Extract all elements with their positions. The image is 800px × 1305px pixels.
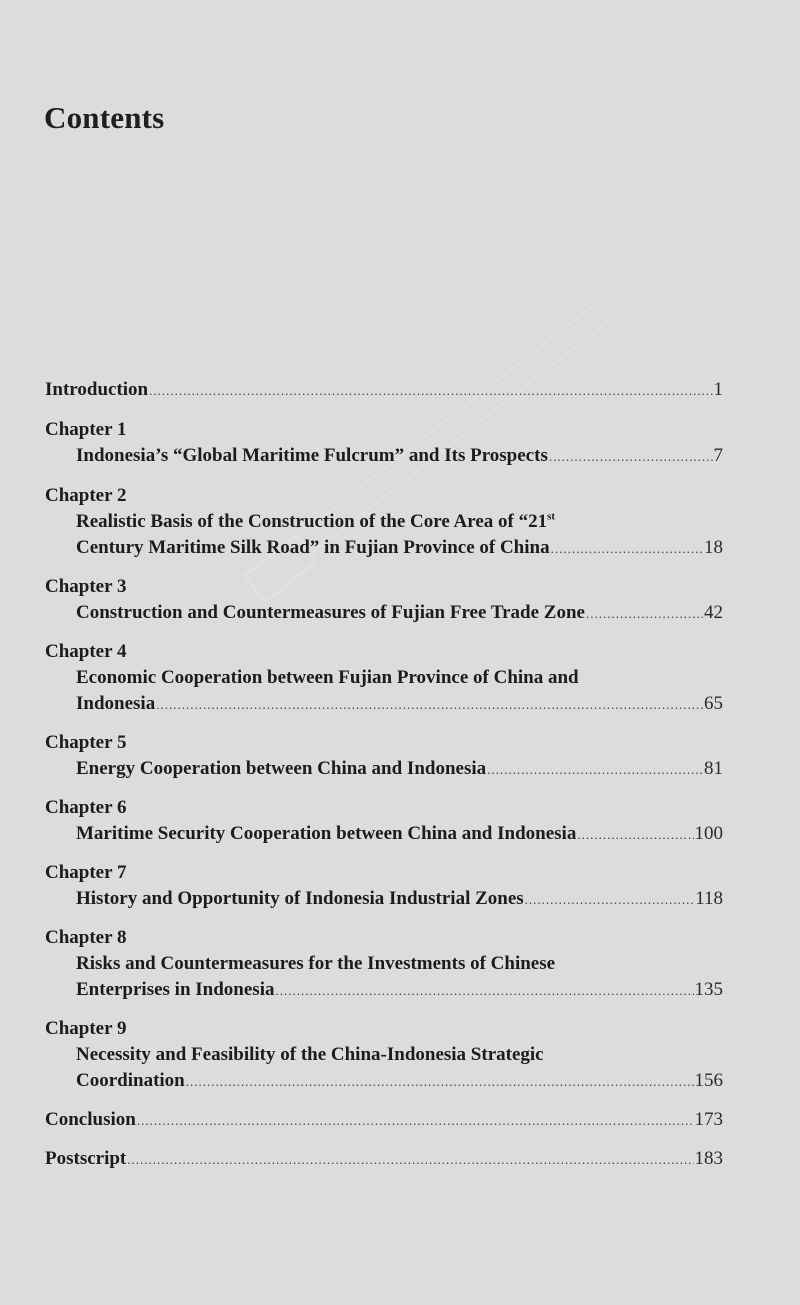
chapter-title-line-2: Indonesia bbox=[76, 693, 156, 714]
dot-leader bbox=[149, 378, 712, 404]
dot-leader bbox=[127, 1147, 693, 1173]
chapter-title-line: Construction and Countermeasures of Fujian Free Trade Zone bbox=[76, 602, 585, 623]
chapter-label: Chapter 4 bbox=[45, 641, 127, 662]
toc-entry-chapter-1[interactable] bbox=[45, 417, 723, 469]
page-number: 183 bbox=[694, 1148, 723, 1169]
page-number: 42 bbox=[704, 602, 723, 623]
toc-entry-title: Postscript bbox=[45, 1148, 127, 1169]
dot-leader bbox=[586, 601, 703, 627]
chapter-title-line: History and Opportunity of Indonesia Industrial Zones bbox=[76, 888, 524, 909]
dot-leader bbox=[525, 887, 695, 913]
chapter-title-line: Indonesia’s “Global Maritime Fulcrum” and Its Prospects bbox=[76, 445, 548, 466]
toc-entry-postscript[interactable] bbox=[45, 1146, 723, 1172]
page-number: 135 bbox=[694, 979, 723, 1000]
chapter-title-line-1: Necessity and Feasibility of the China-Indonesia Strategic bbox=[76, 1044, 544, 1065]
chapter-label: Chapter 5 bbox=[45, 732, 127, 753]
dot-leader bbox=[137, 1108, 694, 1134]
page-number: 7 bbox=[713, 445, 723, 466]
page-number: 81 bbox=[704, 758, 723, 779]
superscript: st bbox=[547, 510, 556, 523]
chapter-title-line: Maritime Security Cooperation between China and Indonesia bbox=[76, 823, 577, 844]
toc-entry-chapter-2[interactable] bbox=[45, 483, 723, 561]
toc-entry-introduction[interactable] bbox=[45, 377, 723, 403]
dot-leader bbox=[156, 692, 703, 718]
chapter-title-line-2: Century Maritime Silk Road” in Fujian Province of China bbox=[76, 537, 550, 558]
toc-entry-title: Introduction bbox=[45, 379, 149, 400]
chapter-title-line-1 bbox=[76, 509, 555, 535]
chapter-title-text: Realistic Basis of the Construction of the Core Area of “21 bbox=[76, 511, 548, 532]
toc-entry-chapter-9[interactable] bbox=[45, 1016, 723, 1094]
chapter-title-line-2: Enterprises in Indonesia bbox=[76, 979, 275, 1000]
chapter-label: Chapter 9 bbox=[45, 1018, 127, 1039]
page-number: 100 bbox=[694, 823, 723, 844]
chapter-title-line-2: Coordination bbox=[76, 1070, 185, 1091]
toc-entry-chapter-5[interactable] bbox=[45, 730, 723, 782]
contents-heading: Contents bbox=[44, 100, 165, 135]
dot-leader bbox=[549, 444, 713, 470]
toc-entry-chapter-3[interactable] bbox=[45, 574, 723, 626]
dot-leader bbox=[577, 822, 693, 848]
dot-leader bbox=[551, 536, 703, 562]
dot-leader bbox=[275, 978, 693, 1004]
page-number: 65 bbox=[704, 693, 723, 714]
toc-entry-chapter-4[interactable] bbox=[45, 639, 723, 717]
chapter-label: Chapter 2 bbox=[45, 485, 127, 506]
toc-entry-title: Conclusion bbox=[45, 1109, 136, 1130]
chapter-label: Chapter 6 bbox=[45, 797, 127, 818]
page-number: 118 bbox=[695, 888, 723, 909]
table-of-contents bbox=[45, 377, 723, 1172]
toc-entry-conclusion[interactable] bbox=[45, 1107, 723, 1133]
chapter-title-line-1: Risks and Countermeasures for the Investments of Chinese bbox=[76, 953, 556, 974]
dot-leader bbox=[186, 1069, 694, 1095]
page-number: 173 bbox=[694, 1109, 723, 1130]
chapter-title-line-1: Economic Cooperation between Fujian Province of China and bbox=[76, 667, 579, 688]
chapter-title-line: Energy Cooperation between China and Indonesia bbox=[76, 758, 487, 779]
chapter-label: Chapter 7 bbox=[45, 862, 127, 883]
page-number: 156 bbox=[694, 1070, 723, 1091]
toc-entry-chapter-6[interactable] bbox=[45, 795, 723, 847]
chapter-label: Chapter 8 bbox=[45, 927, 127, 948]
page-number: 18 bbox=[704, 537, 723, 558]
chapter-label: Chapter 3 bbox=[45, 576, 127, 597]
toc-entry-chapter-8[interactable] bbox=[45, 925, 723, 1003]
page-number: 1 bbox=[713, 379, 723, 400]
chapter-label: Chapter 1 bbox=[45, 419, 127, 440]
dot-leader bbox=[487, 757, 703, 783]
toc-entry-chapter-7[interactable] bbox=[45, 860, 723, 912]
